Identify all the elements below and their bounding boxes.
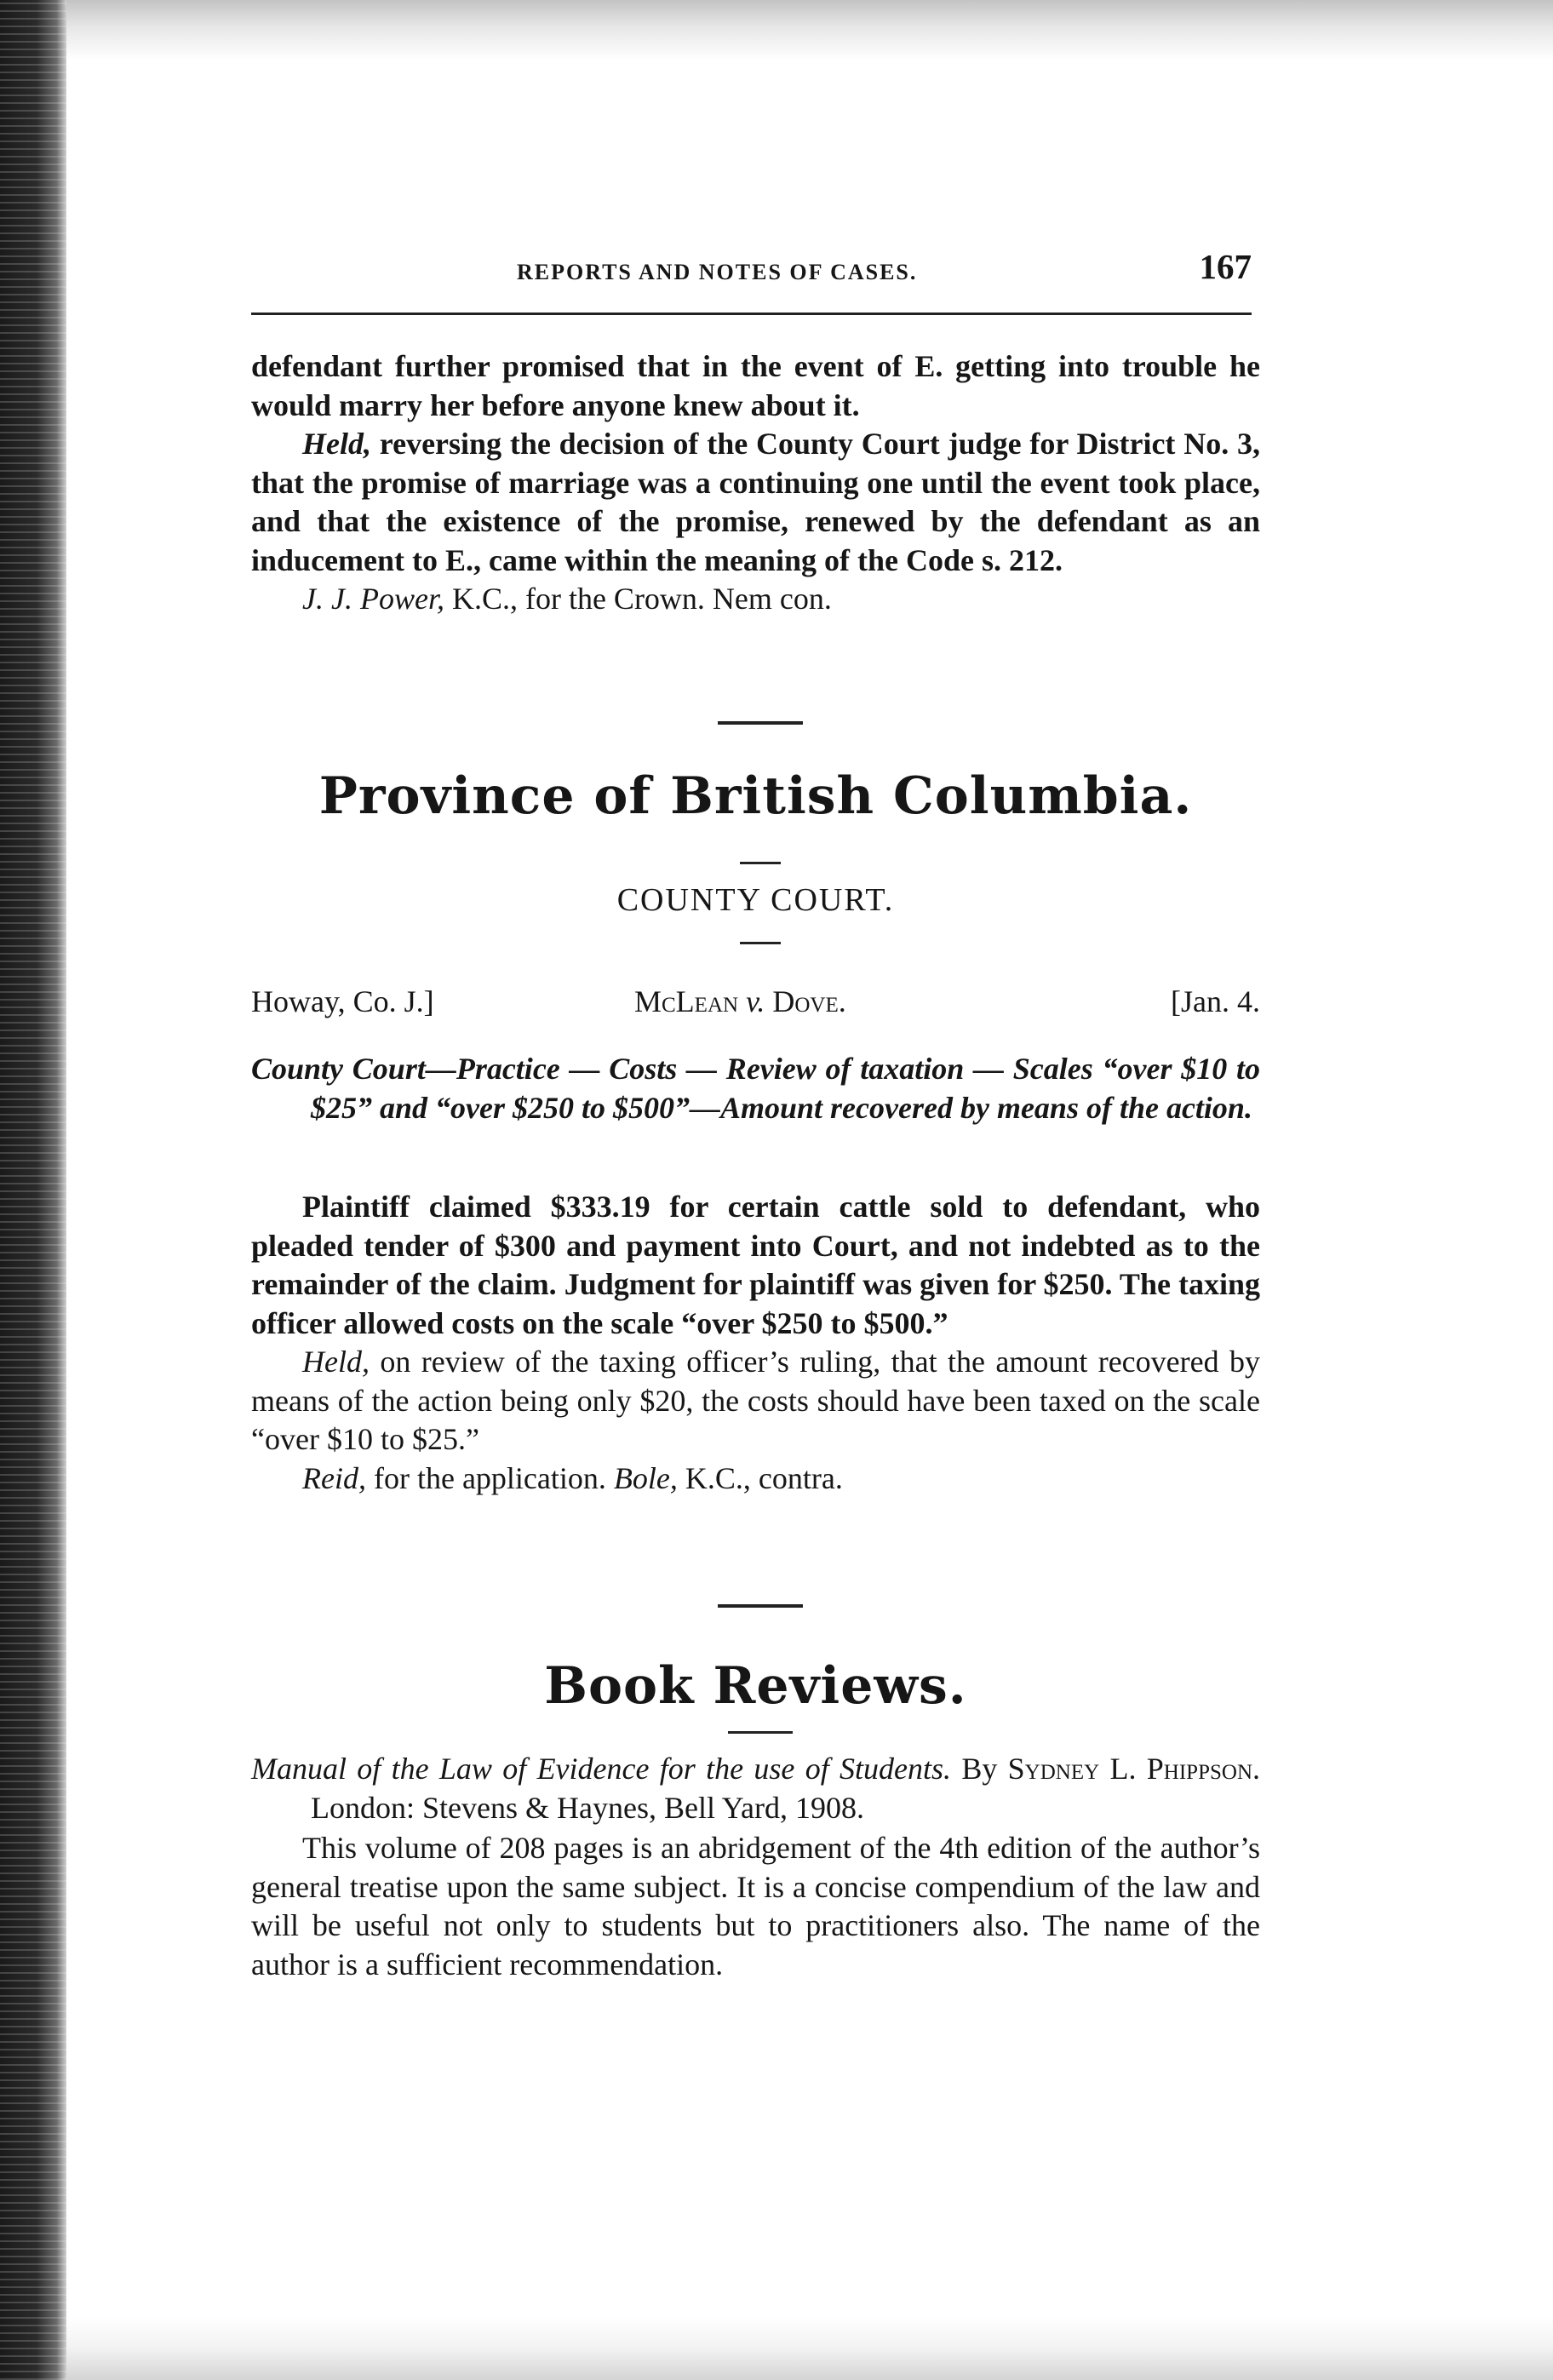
court-heading: COUNTY COURT. — [616, 882, 895, 918]
running-head: REPORTS AND NOTES OF CASES. — [517, 260, 918, 284]
case-party-defendant: Dove. — [772, 984, 846, 1018]
heading-rule-1 — [740, 862, 781, 864]
headnote-block — [251, 1050, 1260, 1127]
case-versus: v. — [738, 984, 773, 1018]
case-judge: Howay, Co. J.] — [251, 984, 434, 1018]
counsel-1-rest: for the application. — [365, 1460, 614, 1495]
scan-edge-texture — [0, 0, 66, 2380]
continued-case — [251, 347, 1260, 619]
counsel-2-rest: K.C., contra. — [677, 1460, 843, 1495]
book-reviews-heading: Book Reviews. — [544, 1656, 967, 1716]
case-date: [Jan. 4. — [1171, 984, 1260, 1018]
book-citation — [251, 1750, 1260, 1827]
held-text: on review of the taxing officer’s ruling, that the amount recovered by means of the action being only $20, the costs should have been taxed on the scale “over $10 to $25.” — [251, 1345, 1260, 1456]
province-heading: Province of British Columbia. — [318, 766, 1193, 826]
held-label: Held, — [302, 427, 371, 461]
section-divider-1 — [718, 721, 803, 725]
counsel-2-name: Bole, — [613, 1460, 678, 1495]
section-divider-2 — [718, 1604, 803, 1608]
book-author: Sydney L. Phippson. — [1007, 1752, 1260, 1786]
case-name — [634, 984, 846, 1019]
headnote: County Court—Practice — Costs — Review of taxation — Scales “over $10 to $25” and “over $250 to $500”—Amount recovered by means of the action. — [251, 1052, 1260, 1125]
continued-case-paragraph: defendant further promised that in the event of E. getting into trouble he would marry her before anyone knew about it. — [251, 349, 1260, 422]
book-by: By — [951, 1752, 1008, 1786]
case-held — [251, 1343, 1260, 1460]
continued-case-counsel — [251, 580, 1260, 619]
case-caption — [251, 984, 1260, 1026]
page-number: 167 — [1199, 247, 1252, 286]
book-review-entry — [251, 1750, 1260, 1984]
case-facts: Plaintiff claimed $333.19 for certain cattle sold to defendant, who pleaded tender of $300 and payment into Court, and not indebted as to the remainder of the claim. Judgment for plaintiff was given for $250. The taxing officer allowed costs on the scale “over $250 to $500.” — [251, 1190, 1260, 1340]
book-review-text: This volume of 208 pages is an abridgement of the 4th edition of the author’s general treatise upon the same subject. It is a concise compendium of the law and will be useful not only to students but to practitioners also. The name of the author is a sufficient recommendation. — [251, 1831, 1260, 1981]
book-publisher: London: Stevens & Haynes, Bell Yard, 1908. — [311, 1790, 864, 1825]
case-party-plaintiff: McLean — [634, 984, 739, 1018]
book-title: Manual of the Law of Evidence for the use of Students. — [251, 1752, 952, 1786]
header-rule — [251, 313, 1252, 315]
continued-case-held — [251, 425, 1260, 580]
heading-rule-3 — [728, 1731, 793, 1734]
page-header — [251, 241, 1260, 292]
case-counsel — [251, 1460, 1260, 1499]
heading-rule-2 — [740, 942, 781, 944]
counsel-name: J. J. Power, — [302, 582, 444, 616]
scan-shadow-bottom — [66, 2316, 1553, 2380]
counsel-rest: K.C., for the Crown. Nem con. — [444, 582, 832, 616]
scan-shadow-top — [66, 0, 1553, 60]
counsel-1-name: Reid, — [302, 1460, 366, 1495]
held-text: reversing the decision of the County Court judge for District No. 3, that the promise of marriage was a continuing one until the event took place, and that the existence of the promise, renewed by the defendant as an inducement to E., came within the meaning of the Code s. 212. — [251, 427, 1260, 577]
case-body — [251, 1188, 1260, 1498]
held-label: Held, — [302, 1345, 370, 1379]
